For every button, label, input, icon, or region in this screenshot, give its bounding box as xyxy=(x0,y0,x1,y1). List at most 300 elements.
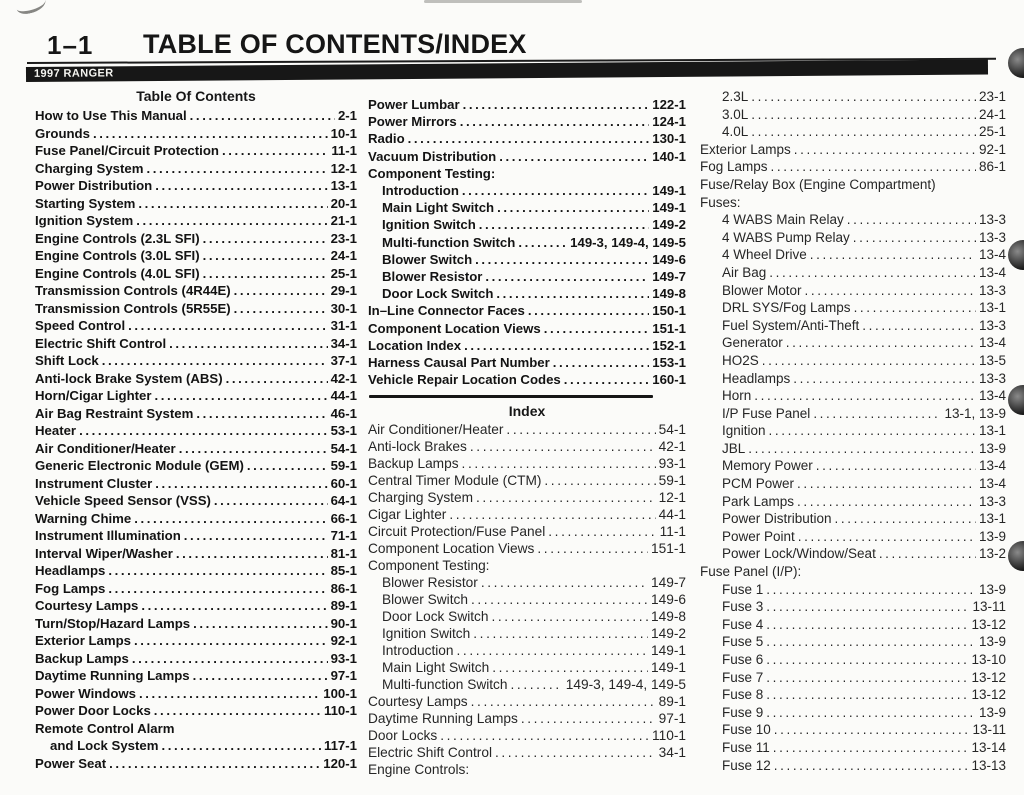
dot-leader xyxy=(457,642,648,659)
toc-entry xyxy=(368,302,686,319)
entry-page: 13-4 xyxy=(978,458,1006,474)
entry-label: 2.3L xyxy=(722,89,749,104)
dot-leader xyxy=(463,96,650,113)
index-entry xyxy=(368,761,686,778)
index-entry xyxy=(700,88,1006,106)
toc-entry xyxy=(368,113,686,130)
entry-page: 12-1 xyxy=(330,160,357,176)
entry-label: Heater xyxy=(35,423,77,438)
entry-page: 13-12 xyxy=(971,669,1006,685)
entry-page: 13-3 xyxy=(978,229,1006,245)
entry-page: 13-1 xyxy=(978,511,1006,527)
dot-leader xyxy=(138,195,327,213)
toc-entry xyxy=(35,282,357,300)
index-entry xyxy=(700,211,1006,229)
entry-label: Blower Resistor xyxy=(382,269,483,285)
toc-entry xyxy=(35,352,357,370)
dot-leader xyxy=(751,88,976,106)
entry-page: 13-2 xyxy=(978,546,1006,562)
index-entry xyxy=(368,642,686,659)
dot-leader xyxy=(184,527,328,545)
toc-entry xyxy=(35,405,357,423)
entry-label: Park Lamps xyxy=(722,493,795,509)
entry-label: Vehicle Speed Sensor (VSS) xyxy=(35,493,211,508)
entry-page: 92-1 xyxy=(978,141,1006,157)
index-entry xyxy=(700,194,1006,212)
index-entry-list xyxy=(368,421,686,778)
entry-label: Fog Lamps xyxy=(700,159,768,175)
entry-page: 86-1 xyxy=(978,159,1006,175)
index-entry xyxy=(700,545,1006,563)
index-entry xyxy=(700,352,1006,370)
dot-leader xyxy=(751,123,976,141)
index-entry xyxy=(368,710,686,727)
entry-label: Horn/Cigar Lighter xyxy=(35,388,152,403)
toc-entry xyxy=(35,580,357,598)
toc-entry xyxy=(35,597,357,615)
dot-leader xyxy=(771,158,976,176)
entry-label: Interval Wiper/Washer xyxy=(35,545,173,561)
toc-entry xyxy=(368,148,686,165)
entry-label: Electric Shift Control xyxy=(35,335,167,351)
entry-label: Circuit Protection/Fuse Panel xyxy=(368,524,546,540)
dot-leader xyxy=(854,299,976,317)
dot-leader xyxy=(797,475,976,493)
entry-page: 149-3, 149-4, 149-5 xyxy=(565,677,686,693)
dot-leader xyxy=(214,492,328,510)
entry-page: 149-1 xyxy=(652,183,686,199)
entry-label: and Lock System xyxy=(50,738,159,753)
entry-label: Main Light Switch xyxy=(382,660,490,676)
entry-label: Door Lock Switch xyxy=(382,609,489,625)
entry-label: Fuse Panel (I/P): xyxy=(700,564,802,580)
dot-leader xyxy=(462,455,656,472)
entry-page: 42-1 xyxy=(330,370,357,386)
entry-page: 89-1 xyxy=(658,694,686,710)
entry-page: 13-1, 13-9 xyxy=(944,405,1006,421)
toc-column-1 xyxy=(35,88,357,772)
toc-entry xyxy=(35,107,357,125)
index-entry xyxy=(368,676,686,693)
dot-leader xyxy=(544,472,655,489)
entry-label: Remote Control Alarm xyxy=(35,720,175,736)
entry-label: Air Conditioner/Heater xyxy=(35,440,176,456)
toc-entry-list xyxy=(368,96,686,388)
entry-page: 120-1 xyxy=(323,755,357,771)
entry-label: Headlamps xyxy=(722,370,791,386)
index-entry xyxy=(368,557,686,574)
entry-page: 149-7 xyxy=(650,575,686,591)
dot-leader xyxy=(481,574,648,591)
index-entry xyxy=(700,370,1006,388)
toc-entry xyxy=(35,650,357,668)
dot-leader xyxy=(492,608,648,625)
dot-leader xyxy=(773,739,969,757)
entry-page: 149-8 xyxy=(652,286,686,302)
entry-page: 93-1 xyxy=(330,650,357,666)
index-entry xyxy=(700,686,1006,704)
binder-hole-mark xyxy=(1008,541,1024,571)
toc-entry xyxy=(35,142,357,160)
index-entry xyxy=(368,506,686,523)
index-entry xyxy=(368,438,686,455)
index-entry xyxy=(700,739,1006,757)
entry-page: 149-2 xyxy=(650,626,686,642)
entry-page: 149-3, 149-4, 149-5 xyxy=(570,234,686,250)
entry-label: Fuse 9 xyxy=(722,704,764,720)
entry-page: 11-1 xyxy=(331,143,357,158)
entry-page: 13-3 xyxy=(978,282,1006,298)
entry-page: 149-8 xyxy=(650,609,686,625)
entry-label: Exterior Lamps xyxy=(35,633,132,648)
index-entry xyxy=(700,158,1006,176)
dot-leader xyxy=(193,667,328,685)
entry-label: Blower Switch xyxy=(382,251,473,267)
dot-leader xyxy=(797,493,976,511)
dot-leader xyxy=(196,405,327,423)
toc-entry xyxy=(368,199,686,216)
dot-leader xyxy=(816,457,976,475)
entry-page: 66-1 xyxy=(330,510,357,526)
entry-label: Generic Electronic Module (GEM) xyxy=(35,458,244,473)
dot-leader xyxy=(499,148,649,165)
index-entry xyxy=(368,727,686,744)
entry-page: 160-1 xyxy=(652,372,686,388)
dot-leader xyxy=(471,693,656,710)
model-year-banner: 1997 RANGER xyxy=(26,59,988,82)
toc-entry xyxy=(35,212,357,230)
entry-label: Fuse 12 xyxy=(722,757,771,773)
entry-label: Anti-lock Brakes xyxy=(368,439,467,455)
toc-entry xyxy=(368,96,686,113)
entry-page: 89-1 xyxy=(330,598,357,613)
entry-label: Fuse 6 xyxy=(722,652,764,667)
dot-leader xyxy=(766,686,968,704)
dot-leader xyxy=(805,282,976,300)
entry-label: I/P Fuse Panel xyxy=(722,405,811,421)
entry-label: Exterior Lamps xyxy=(700,141,791,157)
dot-leader xyxy=(155,177,327,195)
toc-entry xyxy=(35,160,357,178)
dot-leader xyxy=(751,106,976,124)
pen-scribble-mark xyxy=(15,0,48,16)
toc-entry xyxy=(35,335,357,353)
toc-entry xyxy=(35,755,357,773)
dot-leader xyxy=(79,422,328,440)
entry-label: 3.0L xyxy=(722,106,749,122)
entry-page: 13-14 xyxy=(971,739,1006,755)
entry-page: 21-1 xyxy=(330,213,357,228)
entry-label: Transmission Controls (4R44E) xyxy=(35,283,231,298)
entry-page: 13-11 xyxy=(972,599,1006,615)
entry-page: 13-4 xyxy=(978,335,1006,351)
index-entry xyxy=(700,598,1006,616)
entry-page: 13-11 xyxy=(972,722,1006,738)
entry-label: Door Lock Switch xyxy=(382,286,494,302)
index-entry xyxy=(368,540,686,557)
entry-label: Ignition System xyxy=(35,213,134,228)
entry-page: 13-3 xyxy=(978,212,1006,228)
dot-leader xyxy=(190,107,335,125)
entry-page: 11-1 xyxy=(659,524,686,540)
toc-entry xyxy=(35,177,357,195)
entry-label: Generator xyxy=(722,335,783,351)
dot-leader xyxy=(440,727,649,744)
dot-leader xyxy=(879,545,976,563)
entry-label: Power Distribution xyxy=(722,511,832,527)
binder-hole-mark xyxy=(1008,385,1024,415)
index-entry xyxy=(700,422,1006,440)
dot-leader xyxy=(462,182,649,199)
dot-leader xyxy=(537,540,648,557)
entry-label: Speed Control xyxy=(35,318,126,333)
entry-label: Fuse/Relay Box (Engine Compartment) xyxy=(700,176,936,192)
index-entry-list xyxy=(700,88,1006,774)
entry-label: Vacuum Distribution xyxy=(368,148,497,164)
entry-page: 46-1 xyxy=(330,405,357,421)
entry-page: 81-1 xyxy=(330,545,357,561)
entry-page: 13-1 xyxy=(978,423,1006,439)
entry-page: 153-1 xyxy=(652,355,686,371)
entry-page: 31-1 xyxy=(330,318,357,333)
entry-page: 23-1 xyxy=(330,230,357,246)
toc-entry xyxy=(368,234,686,251)
index-entry xyxy=(700,334,1006,352)
entry-label: Power Door Locks xyxy=(35,703,151,718)
toc-entry xyxy=(35,422,357,440)
entry-page: 44-1 xyxy=(658,507,686,523)
toc-entry xyxy=(35,615,357,633)
entry-page: 97-1 xyxy=(330,668,357,683)
index-entry xyxy=(368,591,686,608)
entry-label: Fuse 1 xyxy=(722,581,764,597)
entry-page: 42-1 xyxy=(658,439,686,455)
entry-page: 59-1 xyxy=(330,458,357,473)
entry-label: Ignition Switch xyxy=(382,626,471,642)
entry-label: Fuse 4 xyxy=(722,616,764,632)
index-entry xyxy=(700,528,1006,546)
entry-label: Power Lumbar xyxy=(368,97,460,112)
entry-label: Courtesy Lamps xyxy=(35,598,139,613)
dot-leader xyxy=(169,335,327,353)
toc-entry xyxy=(35,195,357,213)
index-entry xyxy=(700,616,1006,634)
toc-entry xyxy=(368,354,686,371)
entry-page: 30-1 xyxy=(330,300,357,316)
dot-leader xyxy=(234,300,328,318)
entry-label: Power Mirrors xyxy=(368,114,457,130)
entry-page: 100-1 xyxy=(323,685,357,701)
entry-page: 13-4 xyxy=(978,247,1006,263)
entry-label: Blower Switch xyxy=(382,592,468,608)
dot-leader xyxy=(408,130,650,147)
index-entry xyxy=(368,659,686,676)
entry-label: Power Point xyxy=(722,528,795,544)
entry-label: Fuse Panel/Circuit Protection xyxy=(35,143,219,158)
entry-label: Component Location Views xyxy=(368,320,541,336)
entry-page: 13-1 xyxy=(330,178,357,193)
dot-leader xyxy=(786,334,976,352)
index-entry xyxy=(700,651,1006,669)
toc-entry xyxy=(35,667,357,685)
entry-label: Horn xyxy=(722,388,752,404)
dot-leader xyxy=(853,229,976,247)
entry-label: Cigar Lighter xyxy=(368,507,447,523)
entry-page: 53-1 xyxy=(330,423,357,438)
toc-heading: Table Of Contents xyxy=(136,88,256,104)
entry-page: 13-5 xyxy=(978,352,1006,368)
toc-entry xyxy=(35,370,357,388)
entry-label: Door Locks xyxy=(368,728,438,744)
entry-page: 23-1 xyxy=(978,89,1006,104)
entry-label: Transmission Controls (5R55E) xyxy=(35,300,231,316)
dot-leader xyxy=(473,625,648,642)
entry-page: 110-1 xyxy=(323,703,357,718)
entry-page: 13-4 xyxy=(978,476,1006,492)
entry-label: Charging System xyxy=(35,160,144,176)
entry-page: 64-1 xyxy=(330,493,357,508)
entry-label: Multi-function Switch xyxy=(382,234,516,250)
entry-label: In–Line Connector Faces xyxy=(368,303,525,319)
toc-entry xyxy=(35,230,357,248)
entry-page: 20-1 xyxy=(330,195,357,211)
entry-page: 151-1 xyxy=(652,320,686,336)
index-entry xyxy=(700,317,1006,335)
toc-entry xyxy=(368,165,686,182)
toc-entry xyxy=(35,317,357,335)
entry-page: 60-1 xyxy=(330,475,357,491)
entry-page: 150-1 xyxy=(652,303,686,319)
dot-leader xyxy=(139,685,320,703)
entry-label: Engine Controls (3.0L SFI) xyxy=(35,248,200,263)
index-entry xyxy=(700,563,1006,581)
binder-hole-mark xyxy=(1008,240,1024,270)
dot-leader xyxy=(128,317,327,335)
dot-leader xyxy=(134,632,328,650)
dot-leader xyxy=(102,352,328,370)
dot-leader xyxy=(108,562,327,580)
index-entry xyxy=(368,693,686,710)
toc-entry xyxy=(35,247,357,265)
entry-label: Headlamps xyxy=(35,563,106,578)
entry-page: 149-1 xyxy=(652,200,686,216)
entry-label: Backup Lamps xyxy=(368,456,459,472)
dot-leader xyxy=(506,421,655,438)
toc-entry xyxy=(368,371,686,388)
entry-page: 151-1 xyxy=(650,541,686,557)
dot-leader xyxy=(179,440,328,458)
index-entry xyxy=(700,229,1006,247)
entry-page: 122-1 xyxy=(652,97,686,112)
dot-leader xyxy=(134,510,327,528)
dot-leader xyxy=(766,633,976,651)
entry-label: DRL SYS/Fog Lamps xyxy=(722,300,851,316)
toc-entry-list xyxy=(35,107,357,772)
dot-leader xyxy=(132,650,328,668)
entry-label: Vehicle Repair Location Codes xyxy=(368,372,561,388)
toc-entry xyxy=(35,545,357,563)
section-divider-rule xyxy=(369,395,653,398)
toc-entry xyxy=(368,182,686,199)
toc-entry xyxy=(35,510,357,528)
toc-entry xyxy=(35,737,357,755)
dot-leader xyxy=(460,113,650,130)
dot-leader xyxy=(835,510,976,528)
dot-leader xyxy=(154,702,321,720)
entry-label: Radio xyxy=(368,131,405,147)
toc-entry xyxy=(368,251,686,268)
index-heading: Index xyxy=(508,403,546,420)
index-entry xyxy=(700,493,1006,511)
toc-entry xyxy=(35,440,357,458)
dot-leader xyxy=(464,337,649,354)
entry-label: Fuse 8 xyxy=(722,687,764,703)
dot-leader xyxy=(769,264,976,282)
index-entry xyxy=(700,123,1006,141)
dot-leader xyxy=(93,125,328,143)
dot-leader xyxy=(754,387,976,405)
index-entry xyxy=(368,489,686,506)
dot-leader xyxy=(553,354,649,371)
dot-leader xyxy=(521,710,656,727)
toc-entry xyxy=(368,130,686,147)
page-number: 1–1 xyxy=(47,30,94,60)
entry-page: 44-1 xyxy=(330,388,357,403)
index-entry xyxy=(700,704,1006,722)
entry-label: Power Distribution xyxy=(35,178,153,193)
entry-page: 92-1 xyxy=(330,633,357,648)
entry-page: 152-1 xyxy=(652,337,686,353)
entry-page: 34-1 xyxy=(330,335,357,351)
index-entry xyxy=(368,421,686,438)
toc-entry xyxy=(35,702,357,720)
entry-label: Introduction xyxy=(382,183,459,199)
index-entry xyxy=(368,608,686,625)
entry-label: Location Index xyxy=(368,337,462,353)
entry-page: 29-1 xyxy=(330,283,357,298)
dot-leader xyxy=(766,651,968,669)
entry-label: Component Testing: xyxy=(368,165,496,181)
scan-smudge-mark xyxy=(424,0,582,3)
index-entry xyxy=(700,475,1006,493)
index-entry xyxy=(700,669,1006,687)
entry-label: Anti-lock Brake System (ABS) xyxy=(35,370,223,386)
entry-page: 13-9 xyxy=(978,634,1006,650)
index-entry xyxy=(368,472,686,489)
dot-leader xyxy=(847,211,976,229)
entry-page: 13-12 xyxy=(971,687,1006,703)
entry-label: Ignition xyxy=(722,423,766,439)
entry-page: 13-3 xyxy=(978,317,1006,333)
dot-leader xyxy=(136,212,327,230)
toc-entry xyxy=(35,720,357,738)
entry-label: Component Testing: xyxy=(368,558,490,574)
dot-leader xyxy=(496,285,649,302)
entry-label: Courtesy Lamps xyxy=(368,694,468,710)
entry-label: Engine Controls: xyxy=(368,762,470,778)
entry-label: Harness Causal Part Number xyxy=(368,355,550,371)
dot-leader xyxy=(176,545,328,563)
entry-label: JBL xyxy=(722,440,746,456)
entry-label: Power Seat xyxy=(35,755,107,771)
index-entry xyxy=(700,457,1006,475)
index-entry xyxy=(368,523,686,540)
entry-label: Turn/Stop/Hazard Lamps xyxy=(35,615,191,631)
index-entry xyxy=(700,387,1006,405)
entry-page: 13-12 xyxy=(971,616,1006,632)
entry-page: 25-1 xyxy=(330,265,357,281)
dot-leader xyxy=(766,704,976,722)
